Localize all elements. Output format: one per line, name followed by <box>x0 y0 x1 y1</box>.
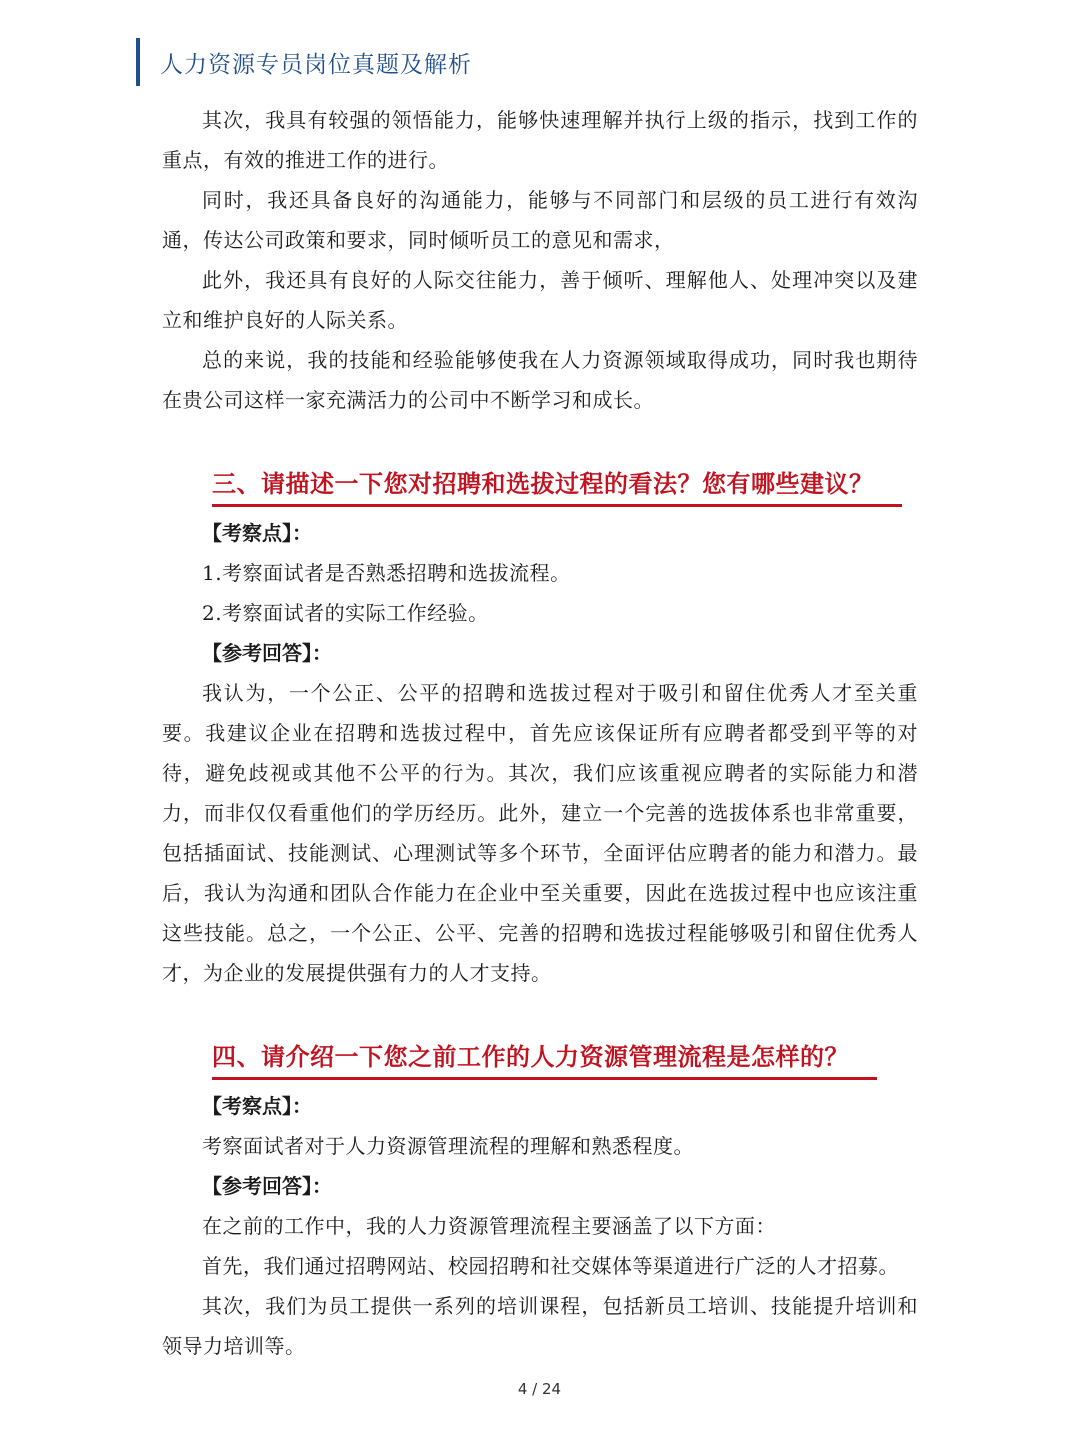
paragraph: 此外，我还具有良好的人际交往能力，善于倾听、理解他人、处理冲突以及建立和维护良好的人际关系。 <box>162 268 918 332</box>
question-3-section <box>162 420 918 993</box>
question-4-section <box>162 993 918 1366</box>
document-header <box>136 38 472 86</box>
answer-paragraph: 其次，我们为员工提供一系列的培训课程，包括新员工培训、技能提升培训和领导力培训等。 <box>162 1294 918 1358</box>
exam-point: 1.考察面试者是否熟悉招聘和选拔流程。 <box>202 561 571 585</box>
question-4-heading: 四、请介绍一下您之前工作的人力资源管理流程是怎样的？ <box>212 1037 877 1080</box>
exam-point: 考察面试者对于人力资源管理流程的理解和熟悉程度。 <box>202 1134 694 1158</box>
exam-points-label: 【考察点】： <box>202 1094 312 1118</box>
reference-answer: 我认为，一个公正、公平的招聘和选拔过程对于吸引和留住优秀人才至关重要。我建议企业在招聘和选拔过程中，首先应该保证所有应聘者都受到平等的对待，避免歧视或其他不公平的行为。其次，我们应该重视应聘者的实际能力和潜力，而非仅仅看重他们的学历经历。此外，建立一个完善的选拔体系也非常重要，包括插面试、技能测试、心理测试等多个环节，全面评估应聘者的能力和潜力。最后，我认为沟通和团队合作能力在企业中至关重要，因此在选拔过程中也应该注重这些技能。总之，一个公正、公平、完善的招聘和选拔过程能够吸引和留住优秀人才，为企业的发展提供强有力的人才支持。 <box>162 681 918 985</box>
document-title: 人力资源专员岗位真题及解析 <box>160 51 472 78</box>
page-content <box>162 100 918 1366</box>
reference-answer-label: 【参考回答】： <box>202 1174 332 1198</box>
reference-answer-label: 【参考回答】： <box>202 641 332 665</box>
exam-points-label: 【考察点】： <box>202 521 312 545</box>
answer-line: 首先，我们通过招聘网站、校园招聘和社交媒体等渠道进行广泛的人才招募。 <box>202 1254 899 1278</box>
answer-line: 在之前的工作中，我的人力资源管理流程主要涵盖了以下方面： <box>202 1214 776 1238</box>
paragraph: 同时，我还具备良好的沟通能力，能够与不同部门和层级的员工进行有效沟通，传达公司政策和要求，同时倾听员工的意见和需求， <box>162 188 918 252</box>
exam-point: 2.考察面试者的实际工作经验。 <box>202 601 489 625</box>
paragraph: 其次，我具有较强的领悟能力，能够快速理解并执行上级的指示，找到工作的重点，有效的推进工作的进行。 <box>162 108 918 172</box>
question-3-heading: 三、请描述一下您对招聘和选拔过程的看法？您有哪些建议？ <box>212 464 902 507</box>
paragraph: 总的来说，我的技能和经验能够使我在人力资源领域取得成功，同时我也期待在贵公司这样一家充满活力的公司中不断学习和成长。 <box>162 348 918 412</box>
page-indicator: 4 / 24 <box>517 1380 562 1398</box>
